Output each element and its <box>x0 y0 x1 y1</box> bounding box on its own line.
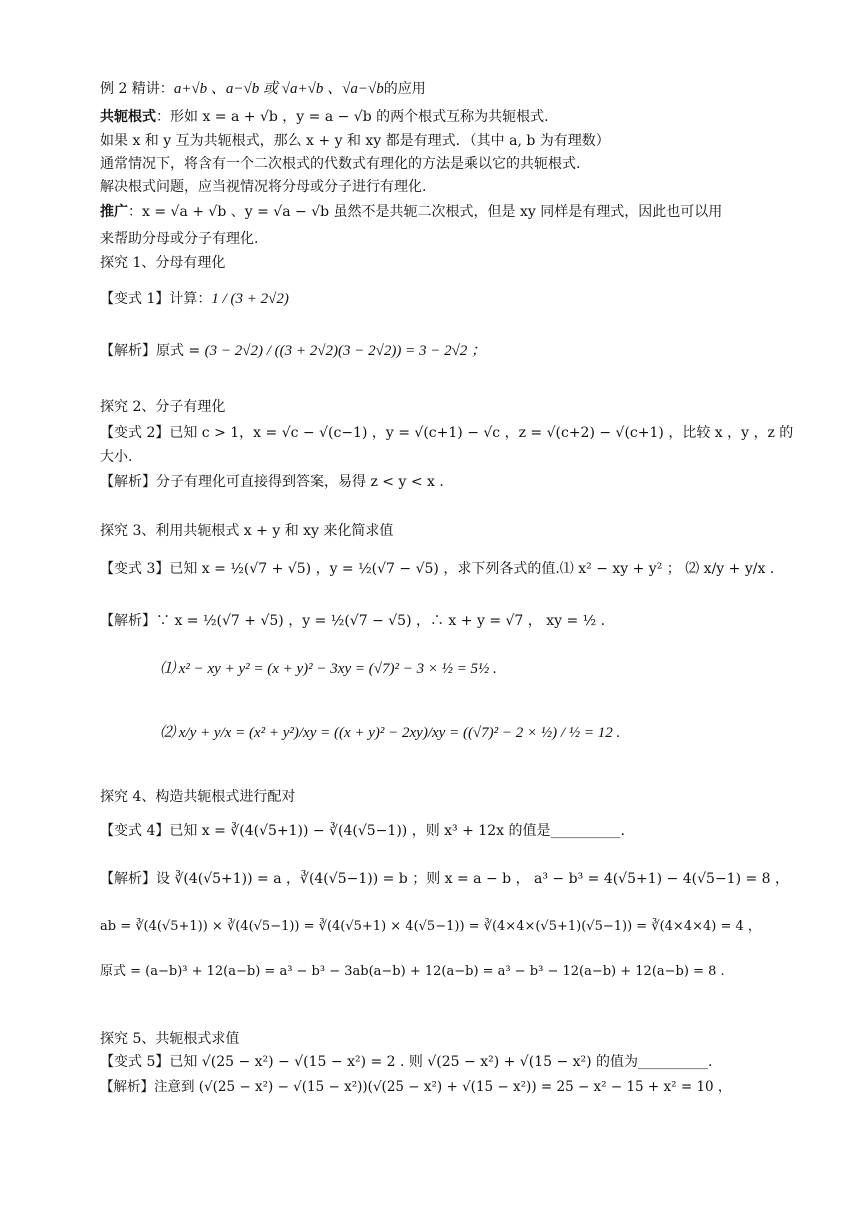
explore3-variant: 【变式 3】已知 x = ½(√7 + √5) ，y = ½(√7 − √5) ，求下列各式的值.⑴ x² − xy + y² ； ⑵ x/y + y/x . <box>100 561 775 577</box>
explore3-part2: ⑵ x/y + y/x = (x² + y²)/xy = ((x + y)² − 2xy)/xy = ((√7)² − 2 × ½) / ½ = 12 . <box>160 725 621 741</box>
explore5-variant: 【变式 5】已知 √(25 − x²) − √(15 − x²) = 2 . 则 √(25 − x²) + √(15 − x²) 的值为__________. <box>100 1054 713 1070</box>
explore5-solution: 【解析】注意到 (√(25 − x²) − √(15 − x²))(√(25 − x²) + √(15 − x²)) = 25 − x² − 15 + x² = 10 ， <box>100 1079 732 1095</box>
explore3-solution: 【解析】∵ x = ½(√7 + √5) ，y = ½(√7 − √5) ，∴ x + y = √7 ， xy = ½ . <box>100 613 606 629</box>
explore5-title: 探究 5、共轭根式求值 <box>100 1031 240 1047</box>
example-title-prefix: 例 2 精讲： <box>100 81 174 97</box>
explore2-variant-line1: 【变式 2】已知 c > 1，x = √c − √(c−1) ，y = √(c+1) − √c ，z = √(c+2) − √(c+1) ，比较 x ，y ，z 的 <box>100 425 794 441</box>
example-title <box>100 80 426 98</box>
explore2-variant-line2: 大小. <box>100 449 133 465</box>
explore1-solution-expr: (3 − 2√2) / ((3 + 2√2)(3 − 2√2)) = 3 − 2√2 ； <box>204 343 487 359</box>
example-title-math: a+√b 、a−√b 或 √a+√b 、√a−√b <box>173 81 384 97</box>
explore4-title: 探究 4、构造共轭根式进行配对 <box>100 789 296 805</box>
explore1-variant <box>100 290 289 308</box>
explore1-variant-label: 【变式 1】计算： <box>100 291 212 307</box>
explore3-title: 探究 3、利用共轭根式 x + y 和 xy 来化简求值 <box>100 523 394 539</box>
conjugate-definition <box>100 108 549 126</box>
example-title-suffix: 的应用 <box>383 81 426 97</box>
generalization-line1 <box>100 203 722 221</box>
explore2-title: 探究 2、分子有理化 <box>100 399 226 415</box>
explore1-solution <box>100 342 486 360</box>
conjugate-line4: 解决根式问题，应当视情况将分母或分子进行有理化. <box>100 179 427 195</box>
conjugate-def: ：形如 x = a + √b ，y = a − √b 的两个根式互称为共轭根式. <box>156 109 549 125</box>
explore4-solution-line1: 【解析】设 ∛(4(√5+1)) = a ，∛(4(√5−1)) = b ；则 x = a − b ， a³ − b³ = 4(√5+1) − 4(√5−1) = 8 ， <box>100 871 790 887</box>
explore1-variant-expr: 1 / (3 + 2√2) <box>211 291 289 307</box>
explore4-variant: 【变式 4】已知 x = ∛(4(√5+1)) − ∛(4(√5−1)) ，则 x³ + 12x 的值是__________. <box>100 823 625 839</box>
explore2-solution: 【解析】分子有理化可直接得到答案，易得 z < y < x . <box>100 474 444 490</box>
explore4-solution-line2: ab = ∛(4(√5+1)) × ∛(4(√5−1)) = ∛(4(√5+1) × 4(√5−1)) = ∛(4×4×(√5+1)(√5−1)) = ∛(4×4×4) = 4 ， <box>100 919 761 934</box>
explore4-solution-line3: 原式 = (a−b)³ + 12(a−b) = a³ − b³ − 3ab(a−b) + 12(a−b) = a³ − b³ − 12(a−b) + 12(a−b) = 8 . <box>100 964 725 979</box>
conjugate-label: 共轭根式 <box>100 109 156 125</box>
explore1-solution-label: 【解析】原式 = <box>100 343 201 359</box>
generalization-text: ：x = √a + √b 、y = √a − √b 虽然不是共轭二次根式，但是 xy 同样是有理式，因此也可以用 <box>128 204 723 220</box>
generalization-line2: 来帮助分母或分子有理化. <box>100 231 259 247</box>
explore3-part1: ⑴ x² − xy + y² = (x + y)² − 3xy = (√7)² − 3 × ½ = 5½ . <box>160 661 497 677</box>
conjugate-line2: 如果 x 和 y 互为共轭根式，那么 x + y 和 xy 都是有理式．（其中 a, b 为有理数） <box>100 133 610 149</box>
explore1-title: 探究 1、分母有理化 <box>100 255 226 271</box>
generalization-label: 推广 <box>100 204 128 220</box>
conjugate-line3: 通常情况下，将含有一个二次根式的代数式有理化的方法是乘以它的共轭根式. <box>100 156 581 172</box>
